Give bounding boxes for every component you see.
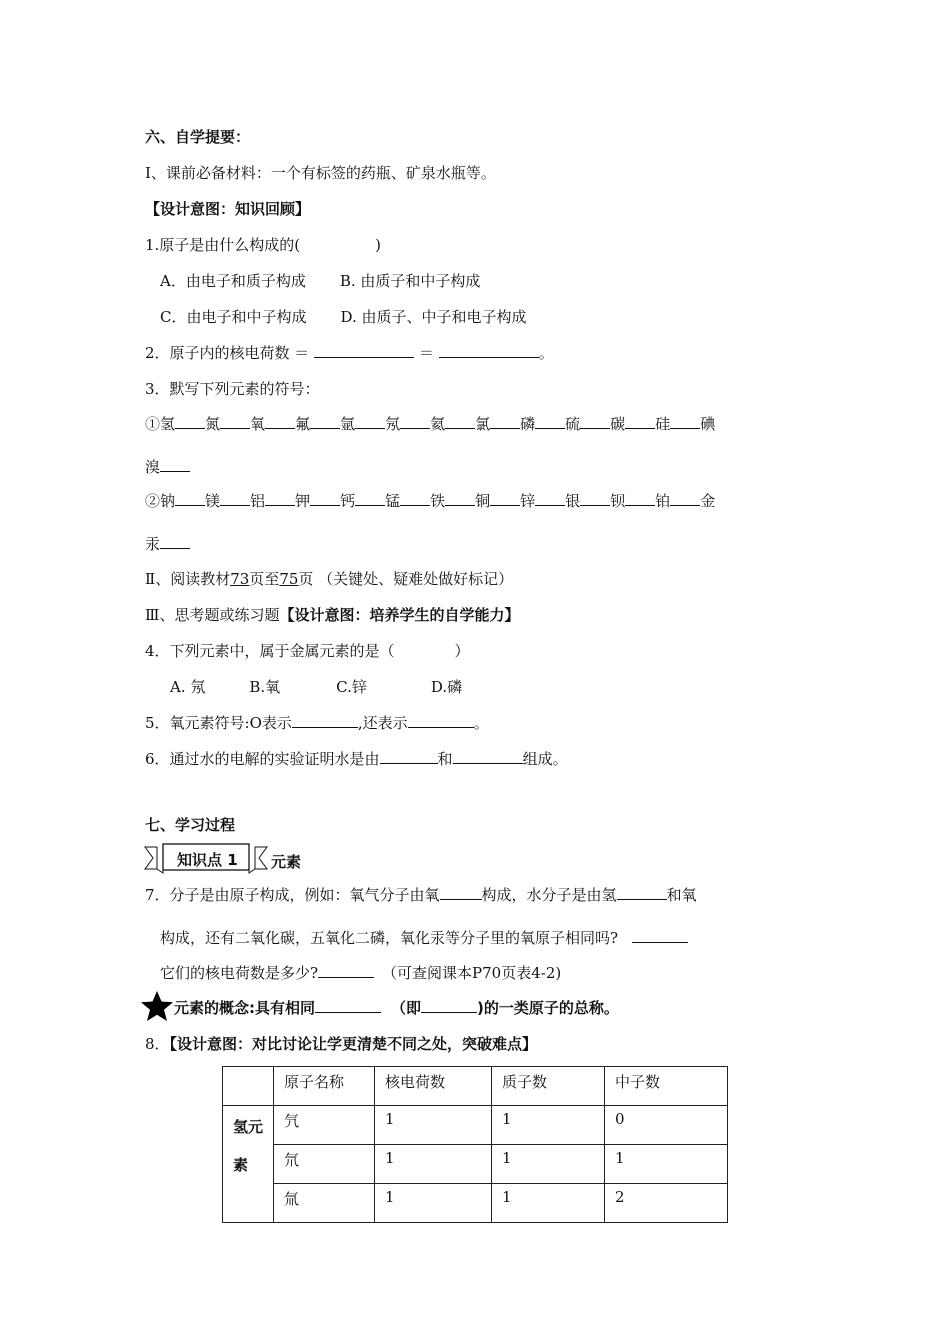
q6-text-a: 6．通过水的电解的实验证明水是由	[145, 750, 380, 768]
element-blank[interactable]	[535, 491, 565, 506]
q5-text-c: 。	[473, 714, 489, 732]
q4-option-a: A. 氖	[170, 678, 206, 696]
element-blank[interactable]	[355, 491, 385, 506]
q7-text-a: 7．分子是由原子构成，例如：氧气分子由氧	[145, 886, 440, 904]
table-cell: 1	[375, 1184, 492, 1223]
element-blank[interactable]	[625, 414, 655, 429]
q5-blank-2[interactable]	[408, 713, 474, 728]
element-name: 硫	[565, 415, 581, 433]
element-blank[interactable]	[310, 414, 340, 429]
design-intent-1: 【设计意图：知识回顾】	[145, 200, 311, 218]
element-blank[interactable]	[535, 414, 565, 429]
q6-blank-1[interactable]	[380, 749, 438, 764]
table-cell: 氕	[274, 1106, 375, 1145]
table-header: 中子数	[605, 1067, 728, 1106]
element-name: 钠	[160, 492, 176, 510]
section7-title: 七、学习过程	[145, 816, 236, 834]
reading-text-b: 页至	[249, 570, 280, 588]
element-name: 铝	[250, 492, 266, 510]
element-name: 氟	[295, 415, 311, 433]
table-header	[223, 1067, 274, 1106]
question-4: 4．下列元素中，属于金属元素的是（ ）	[145, 642, 470, 660]
table-cell: 1	[375, 1106, 492, 1145]
concept-text-c: )的一类原子的总称。	[477, 999, 619, 1017]
ribbon-label: 知识点 1	[177, 851, 238, 869]
table-header: 核电荷数	[375, 1067, 492, 1106]
element-name: 镁	[205, 492, 221, 510]
element-name: 氩	[340, 415, 356, 433]
element-blank[interactable]	[220, 414, 250, 429]
element-name: 铁	[430, 492, 446, 510]
element-name: 金	[700, 492, 716, 510]
element-name: 锌	[520, 492, 536, 510]
q8-number: 8．	[145, 1035, 170, 1053]
reading-page-end: 75	[279, 570, 299, 588]
element-blank[interactable]	[265, 414, 295, 429]
q6-text-b: 和	[437, 750, 453, 768]
table-cell: 1	[375, 1145, 492, 1184]
table-header-row	[223, 1067, 728, 1106]
q1-option-a: A．由电子和质子构成	[160, 272, 306, 290]
element-blank[interactable]	[400, 414, 430, 429]
element-name: 碘	[700, 415, 716, 433]
element-row-2	[145, 491, 715, 511]
hydrogen-isotope-table	[222, 1066, 728, 1223]
element-blank[interactable]	[160, 457, 190, 472]
element-blank[interactable]	[670, 491, 700, 506]
table-cell: 1	[492, 1184, 605, 1223]
q1-options-ab	[160, 271, 480, 291]
reading-page-start: 73	[230, 570, 250, 588]
q6-text-c: 组成。	[522, 750, 568, 768]
q2-end: 。	[538, 344, 554, 362]
element-name: 氮	[205, 415, 221, 433]
element-row-2-last	[145, 534, 190, 554]
q7-text-b: 构成，水分子是由氢	[481, 886, 617, 904]
table-header: 原子名称	[274, 1067, 375, 1106]
q5-text-b: ,还表示	[357, 714, 408, 732]
element-blank[interactable]	[580, 491, 610, 506]
element-name: 磷	[520, 415, 536, 433]
element-blank[interactable]	[625, 491, 655, 506]
element-name: 钡	[610, 492, 626, 510]
element-blank[interactable]	[175, 414, 205, 429]
q1-option-b: B. 由质子和中子构成	[339, 272, 481, 290]
question-7	[145, 885, 697, 905]
element-name: 银	[565, 492, 581, 510]
element-blank[interactable]	[490, 414, 520, 429]
element-name: 氦	[430, 415, 446, 433]
q1-option-c: C．由电子和中子构成	[160, 308, 307, 326]
table-cell: 0	[605, 1106, 728, 1145]
element-blank[interactable]	[355, 414, 385, 429]
q7-blank-4[interactable]	[318, 963, 374, 978]
element-name: 汞	[145, 535, 161, 553]
element-name: 溴	[145, 458, 161, 476]
question-8	[145, 1034, 537, 1054]
table-row	[223, 1106, 728, 1145]
concept-text-a: 元素的概念:具有相同	[174, 999, 315, 1017]
concept-line	[140, 996, 619, 1022]
table-cell: 1	[492, 1145, 605, 1184]
element-name: 碳	[610, 415, 626, 433]
row2-marker: ②	[145, 492, 161, 510]
q7-text-c: 和氧	[666, 886, 697, 904]
question-6	[145, 749, 568, 769]
element-row-1	[145, 414, 715, 434]
design-intent-3: 【设计意图：对比讨论让学更清楚不同之处，突破难点】	[169, 1035, 538, 1053]
element-name: 氯	[475, 415, 491, 433]
q5-blank-1[interactable]	[292, 713, 358, 728]
materials-line: Ⅰ、课前必备材料：一个有标签的药瓶、矿泉水瓶等。	[145, 164, 496, 182]
table-row	[223, 1184, 728, 1223]
element-name: 铂	[655, 492, 671, 510]
group-label: 氢元素	[223, 1106, 274, 1223]
reading-text-c: 页 （关键处、疑难处做好标记）	[298, 570, 514, 588]
element-blank[interactable]	[445, 491, 475, 506]
element-blank[interactable]	[220, 491, 250, 506]
element-blank[interactable]	[400, 491, 430, 506]
q7-blank-2[interactable]	[617, 885, 667, 900]
row1-marker: ①	[145, 415, 161, 433]
q2-blank-2[interactable]	[439, 343, 539, 358]
element-name: 硅	[655, 415, 671, 433]
element-blank[interactable]	[310, 491, 340, 506]
table-cell: 2	[605, 1184, 728, 1223]
q1-options-cd	[160, 307, 527, 327]
section6-title: 六、自学提要：	[145, 128, 251, 146]
table-cell: 氘	[274, 1145, 375, 1184]
concept-blank-1[interactable]	[315, 998, 381, 1013]
element-name: 钾	[295, 492, 311, 510]
table-cell: 1	[605, 1145, 728, 1184]
reading-text-a: Ⅱ、阅读教材	[145, 570, 231, 588]
table-cell: 氚	[274, 1184, 375, 1223]
element-blank[interactable]	[580, 414, 610, 429]
element-blank[interactable]	[670, 414, 700, 429]
element-name: 钙	[340, 492, 356, 510]
exercise-line	[145, 605, 519, 625]
ribbon-topic: 元素	[271, 853, 302, 871]
element-blank[interactable]	[445, 414, 475, 429]
question-1: 1.原子是由什么构成的( )	[145, 236, 382, 254]
question-5	[145, 713, 489, 733]
q6-blank-2[interactable]	[453, 749, 523, 764]
q2-equals: ＝	[418, 344, 434, 362]
question-2	[145, 343, 554, 363]
element-blank[interactable]	[265, 491, 295, 506]
q4-option-d: D.磷	[430, 678, 463, 696]
concept-blank-2[interactable]	[421, 998, 477, 1013]
q5-text-a: 5．氧元素符号:O表示	[145, 714, 292, 732]
q7-text-line3a: 它们的核电荷数是多少?	[160, 964, 319, 982]
q7-line-2	[160, 928, 688, 948]
q7-blank-3[interactable]	[632, 928, 688, 943]
table-row	[223, 1145, 728, 1184]
reading-line	[145, 569, 513, 589]
element-blank[interactable]	[175, 491, 205, 506]
table-header: 质子数	[492, 1067, 605, 1106]
element-name: 氖	[385, 415, 401, 433]
q1-option-d: D. 由质子、中子和电子构成	[340, 308, 527, 326]
q7-text-line3b: （可查阅课本P70页表4-2)	[382, 964, 562, 982]
element-name: 锰	[385, 492, 401, 510]
q4-option-b: B.氧	[249, 678, 281, 696]
element-blank[interactable]	[490, 491, 520, 506]
knowledge-point-ribbon	[143, 843, 302, 879]
q7-line-3	[160, 963, 561, 983]
star-icon	[140, 990, 174, 1022]
element-row-1-last	[145, 457, 190, 477]
design-intent-2: 【设计意图：培养学生的自学能力】	[279, 606, 520, 624]
question-3: 3．默写下列元素的符号：	[145, 380, 320, 398]
element-name: 氧	[250, 415, 266, 433]
q7-blank-1[interactable]	[440, 885, 482, 900]
q7-text-line2: 构成，还有二氧化碳，五氧化二磷，氧化汞等分子里的氧原子相同吗?	[160, 929, 619, 947]
q2-text: 2．原子内的核电荷数 ＝	[145, 344, 310, 362]
element-name: 铜	[475, 492, 491, 510]
concept-text-b: （即	[391, 999, 422, 1017]
element-blank[interactable]	[160, 534, 190, 549]
q2-blank-1[interactable]	[314, 343, 414, 358]
q4-option-c: C.锌	[336, 678, 367, 696]
q4-options	[170, 677, 462, 697]
exercise-label: Ⅲ、思考题或练习题	[145, 606, 280, 624]
element-name: 氢	[160, 415, 176, 433]
table-cell: 1	[492, 1106, 605, 1145]
